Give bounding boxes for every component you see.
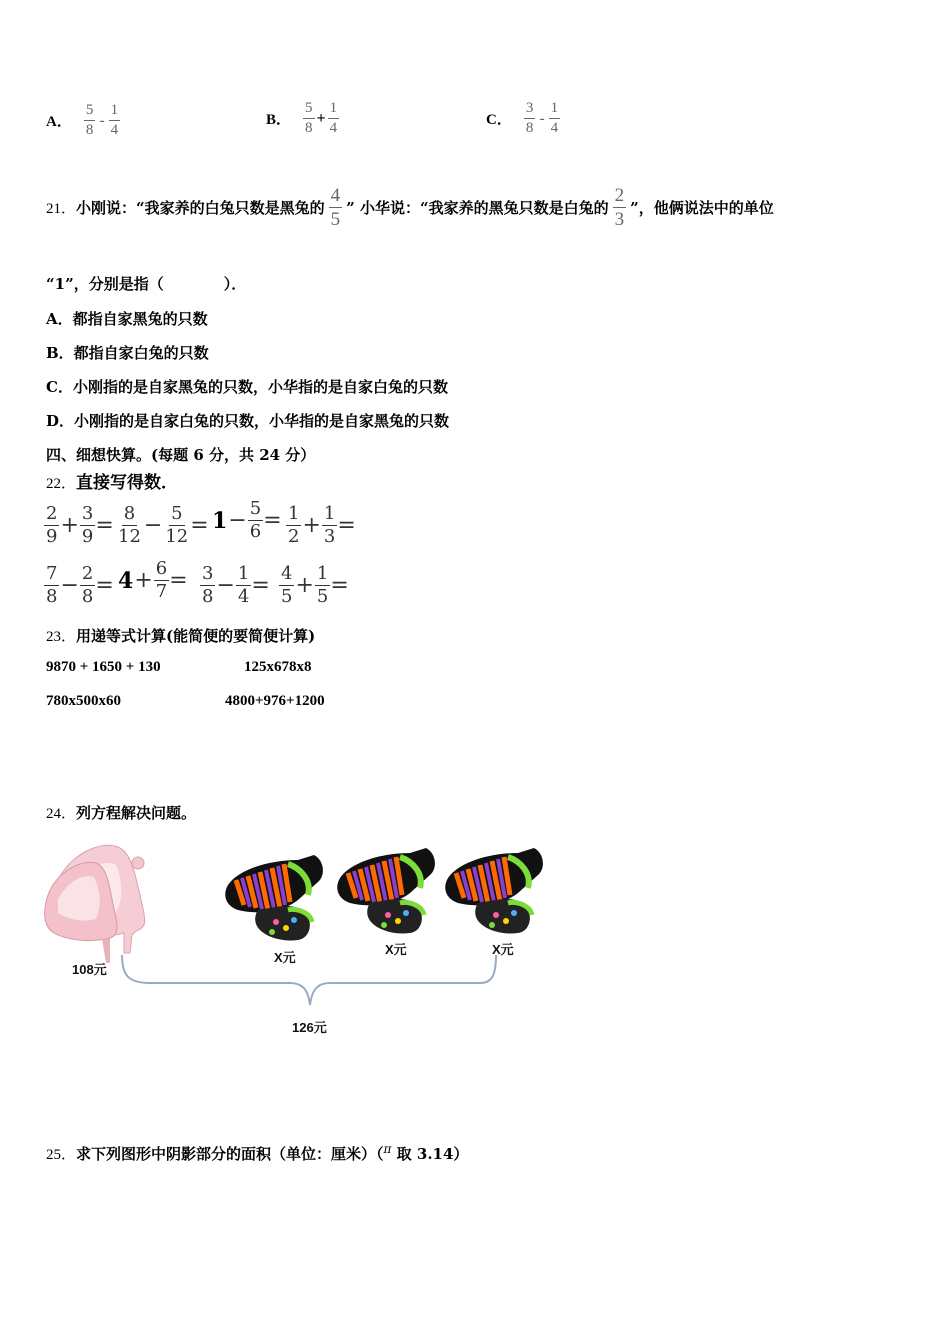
q21-option-c: C．小刚指的是自家黑兔的只数，小华指的是自家白兔的只数 [46,378,448,396]
calc-item-7: $\frac{3}{8}$ − $\frac{1}{4}$ = [202,563,270,607]
q20-option-c: C． $\frac{3}{8}$ - $\frac{1}{4}$ [486,100,559,136]
calc-item-5: $\frac{7}{8}$ − $\frac{2}{8}$ = [46,563,114,607]
fraction: $\frac{2}{9}$ [46,503,58,547]
fraction-2-3: $\frac{2}{3}$ [614,185,625,230]
q24-title: 24．列方程解决问题。 [46,804,197,822]
fraction: $\frac{1}{3}$ [323,503,336,547]
fraction: $\frac{2}{8}$ [81,563,94,607]
q23-item-4: 4800+976+1200 [225,693,325,709]
fraction: $\frac{5}{8}$ [305,100,313,136]
calc-item-3: 1 − $\frac{5}{6}$ = [212,498,282,542]
sock-image-2 [337,848,435,934]
fraction: $\frac{5}{12}$ [165,503,189,547]
fraction: $\frac{3}{8}$ [525,100,534,136]
total-price-label: 126元 [292,1020,327,1035]
calc-item-8: $\frac{4}{5}$ + $\frac{1}{5}$ = [281,563,349,607]
question-number: 22． [46,476,77,492]
fraction: $\frac{1}{4}$ [329,100,338,136]
fraction: $\frac{6}{7}$ [155,558,168,602]
fraction: $\frac{5}{6}$ [249,498,262,542]
q22-title: 22．直接写得数． [46,473,179,493]
q21-stem: 21． 小刚说：“我家养的白兔只数是黑兔的 $\frac{4}{5}$ ” 小华说：“我家养的黑兔只数是白兔的 $\frac{2}{3}$ ”，他俩说法中的单位 [46,185,774,230]
section-heading: 四、细想快算。(每题 6 分，共 24 分） [46,446,316,464]
fraction: $\frac{1}{5}$ [316,563,329,607]
question-number: 25． [46,1147,77,1163]
total-brace [122,955,496,1005]
q21-stem-line2: “1”，分别是指（ ）． [46,275,247,293]
pi-symbol: π [383,1142,392,1156]
fraction: $\frac{1}{4}$ [237,563,250,607]
fraction-4-5: $\frac{4}{5}$ [330,185,341,230]
calc-item-6: 4 + $\frac{6}{7}$ = [118,558,188,602]
sock-image-3 [445,848,543,934]
fraction: $\frac{8}{12}$ [118,503,141,547]
q23-item-2: 125x678x8 [244,659,312,675]
calc-item-2: $\frac{8}{12}$ − $\frac{5}{12}$ = [118,503,209,547]
fraction: $\frac{4}{5}$ [281,563,293,607]
sock-price-label-3: X元 [492,942,514,957]
q21-option-d: D．小刚指的是自家白兔的只数，小华指的是自家黑兔的只数 [46,412,450,430]
question-number: 21． [46,201,77,217]
q21-option-b: B．都指自家白兔的只数 [46,344,209,362]
shoe-image [45,845,145,963]
q23-item-1: 9870 + 1650 + 130 [46,659,161,675]
fraction: $\frac{3}{9}$ [81,503,94,547]
sock-image-1 [225,855,323,941]
calc-item-1: $\frac{2}{9}$ + $\frac{3}{9}$ = [46,503,114,547]
q20-option-a: A． $\frac{5}{8}$ - $\frac{1}{4}$ [46,102,119,138]
q23-item-3: 780x500x60 [46,693,121,709]
fraction: $\frac{1}{4}$ [110,102,119,138]
fraction: $\frac{1}{2}$ [288,503,300,547]
fraction: $\frac{3}{8}$ [202,563,214,607]
sock-price-label-2: X元 [385,942,407,957]
q21-option-a: A．都指自家黑兔的只数 [46,310,208,328]
shoe-price-label: 108元 [72,962,107,977]
fraction: $\frac{1}{4}$ [550,100,559,136]
calc-item-4: $\frac{1}{2}$ + $\frac{1}{3}$ = [288,503,356,547]
question-number: 23． [46,629,77,645]
fraction: $\frac{7}{8}$ [46,563,58,607]
q25-title: 25．求下列图形中阴影部分的面积（单位：厘米）（$^\pi$ 取 3.14） [46,1142,469,1163]
q23-title: 23．用递等式计算(能简便的要简便计算) [46,627,316,645]
sock-price-label-1: X元 [274,950,296,965]
q20-option-b: B． $\frac{5}{8}$ + $\frac{1}{4}$ [266,100,338,136]
question-number: 24． [46,806,77,822]
fraction: $\frac{5}{8}$ [85,102,94,138]
q24-illustration [40,835,560,1045]
